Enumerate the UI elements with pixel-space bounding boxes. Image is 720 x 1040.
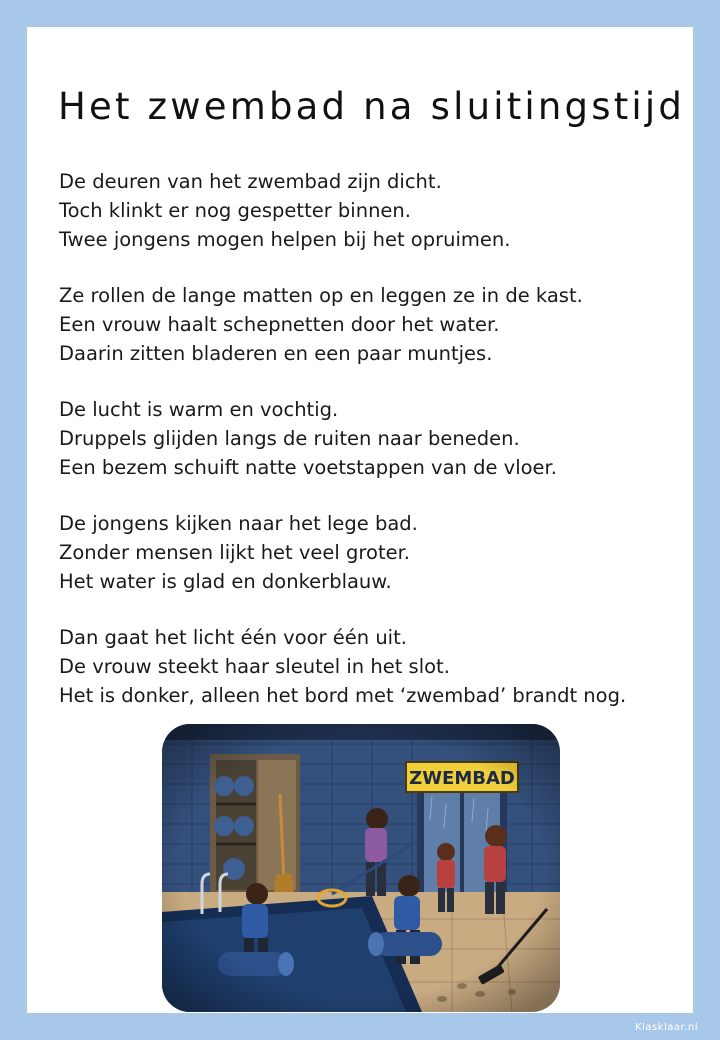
stanza <box>59 395 679 482</box>
worksheet-card <box>27 27 693 1013</box>
story-line: De deuren van het zwembad zijn dicht. <box>59 170 442 193</box>
story-line: Het is donker, alleen het bord met ‘zwembad’ brandt nog. <box>59 684 627 707</box>
stanza <box>59 167 679 254</box>
swimming-pool-illustration <box>162 724 560 1012</box>
story-line: Ze rollen de lange matten op en leggen ze in de kast. <box>59 284 583 307</box>
stanza <box>59 509 679 596</box>
stanza <box>59 623 679 710</box>
footer-credit: Klasklaar.nl <box>635 1022 698 1033</box>
story-line: Een bezem schuift natte voetstappen van de vloer. <box>59 456 557 479</box>
story-line: Druppels glijden langs de ruiten naar beneden. <box>59 427 520 450</box>
story-line: Zonder mensen lijkt het veel groter. <box>59 541 411 564</box>
story-line: De lucht is warm en vochtig. <box>59 398 339 421</box>
story-line: De jongens kijken naar het lege bad. <box>59 512 418 535</box>
story-line: Twee jongens mogen helpen bij het opruimen. <box>59 228 511 251</box>
story-line: Een vrouw haalt schepnetten door het water. <box>59 313 500 336</box>
story-line: Het water is glad en donkerblauw. <box>59 570 392 593</box>
page-title: Het zwembad na sluitingstijd <box>58 85 686 128</box>
story-text <box>59 167 679 737</box>
story-line: De vrouw steekt haar sleutel in het slot. <box>59 655 450 678</box>
stanza <box>59 281 679 368</box>
story-line: Daarin zitten bladeren en een paar muntjes. <box>59 342 493 365</box>
story-line: Dan gaat het licht één voor één uit. <box>59 626 407 649</box>
story-line: Toch klinkt er nog gespetter binnen. <box>59 199 411 222</box>
